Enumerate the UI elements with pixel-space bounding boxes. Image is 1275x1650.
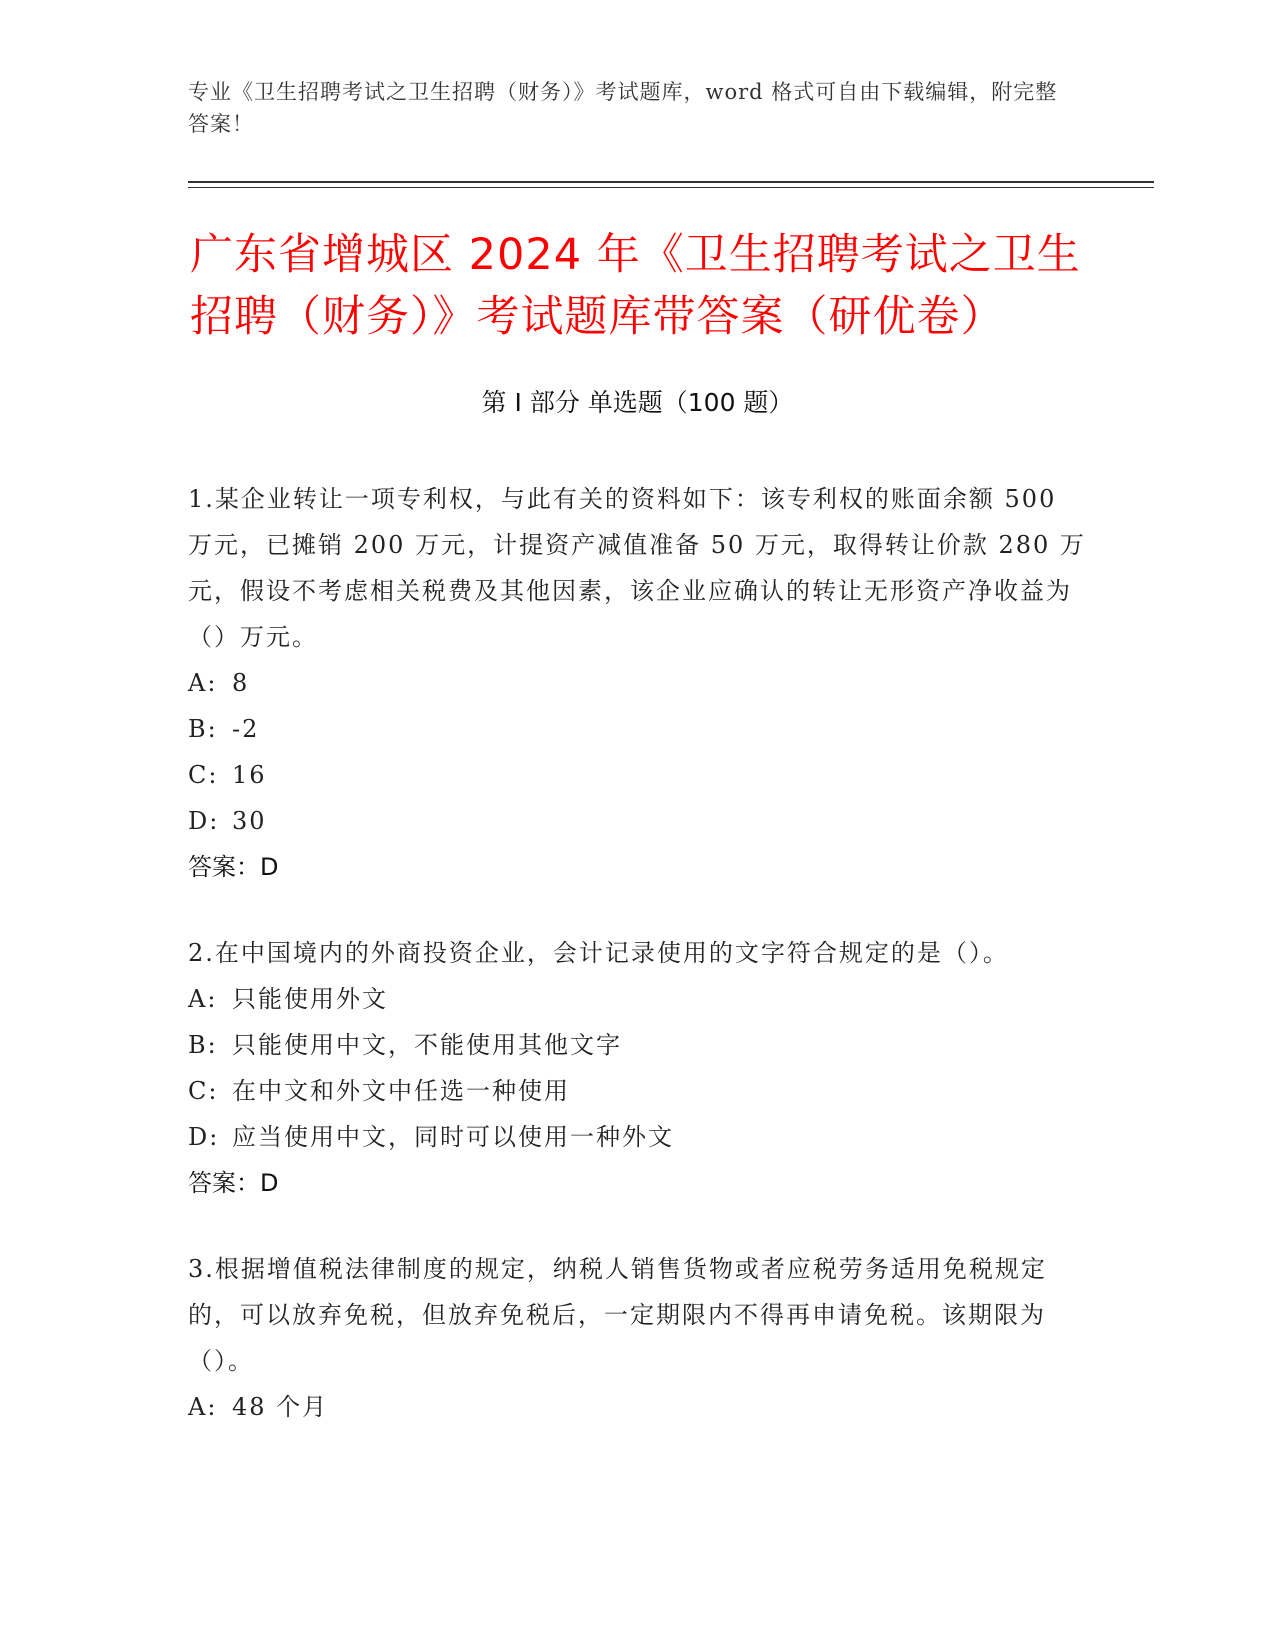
option-key: A: (188, 985, 218, 1013)
header-divider-thin (188, 187, 1154, 188)
document-title: 广东省增城区 2024 年《卫生招聘考试之卫生招聘（财务）》考试题库带答案（研优卷） (190, 230, 1081, 342)
option-text: 应当使用中文，同时可以使用一种外文 (232, 1123, 674, 1151)
option-c (188, 752, 1088, 798)
question-3 (188, 1246, 1088, 1430)
option-text: 在中文和外文中任选一种使用 (232, 1077, 570, 1105)
option-text: 48 个月 (232, 1393, 329, 1421)
option-key: B: (188, 1031, 218, 1059)
question-list (188, 476, 1088, 1470)
option-key: C: (188, 761, 219, 789)
question-2 (188, 930, 1088, 1206)
option-text: 16 (232, 761, 267, 789)
option-b (188, 706, 1088, 752)
option-key: C: (188, 1077, 219, 1105)
section-heading: 第 I 部分 单选题（100 题） (481, 388, 794, 417)
option-key: D: (188, 1123, 220, 1151)
option-b (188, 1022, 1088, 1068)
answer: 答案：D (188, 853, 279, 881)
option-text: 只能使用外文 (232, 985, 388, 1013)
header-note: 专业《卫生招聘考试之卫生招聘（财务）》考试题库，word 格式可自由下载编辑，附完整答案！ (188, 80, 1058, 136)
header-divider-thick (188, 181, 1154, 183)
option-text: 8 (232, 669, 250, 697)
option-c (188, 1068, 1088, 1114)
option-a (188, 660, 1088, 706)
option-text: 只能使用中文，不能使用其他文字 (232, 1031, 622, 1059)
option-key: B: (188, 715, 218, 743)
option-text: -2 (232, 715, 260, 743)
option-text: 30 (232, 807, 267, 835)
option-d (188, 798, 1088, 844)
option-a (188, 976, 1088, 1022)
question-stem: 2.在中国境内的外商投资企业，会计记录使用的文字符合规定的是（）。 (188, 939, 1009, 967)
question-1 (188, 476, 1088, 890)
question-stem: 1.某企业转让一项专利权，与此有关的资料如下：该专利权的账面余额 500 万元，已摊销 200 万元，计提资产减值准备 50 万元，取得转让价款 280 万元，假设不考虑相关税费及其他因素，该企业应确认的转让无形资产净收益为（）万元。 (188, 485, 1086, 651)
option-key: A: (188, 1393, 218, 1421)
option-a (188, 1384, 1088, 1430)
option-key: A: (188, 669, 218, 697)
answer: 答案：D (188, 1169, 279, 1197)
option-d (188, 1114, 1088, 1160)
question-stem: 3.根据增值税法律制度的规定，纳税人销售货物或者应税劳务适用免税规定的，可以放弃免税，但放弃免税后，一定期限内不得再申请免税。该期限为（）。 (188, 1255, 1047, 1375)
option-key: D: (188, 807, 220, 835)
